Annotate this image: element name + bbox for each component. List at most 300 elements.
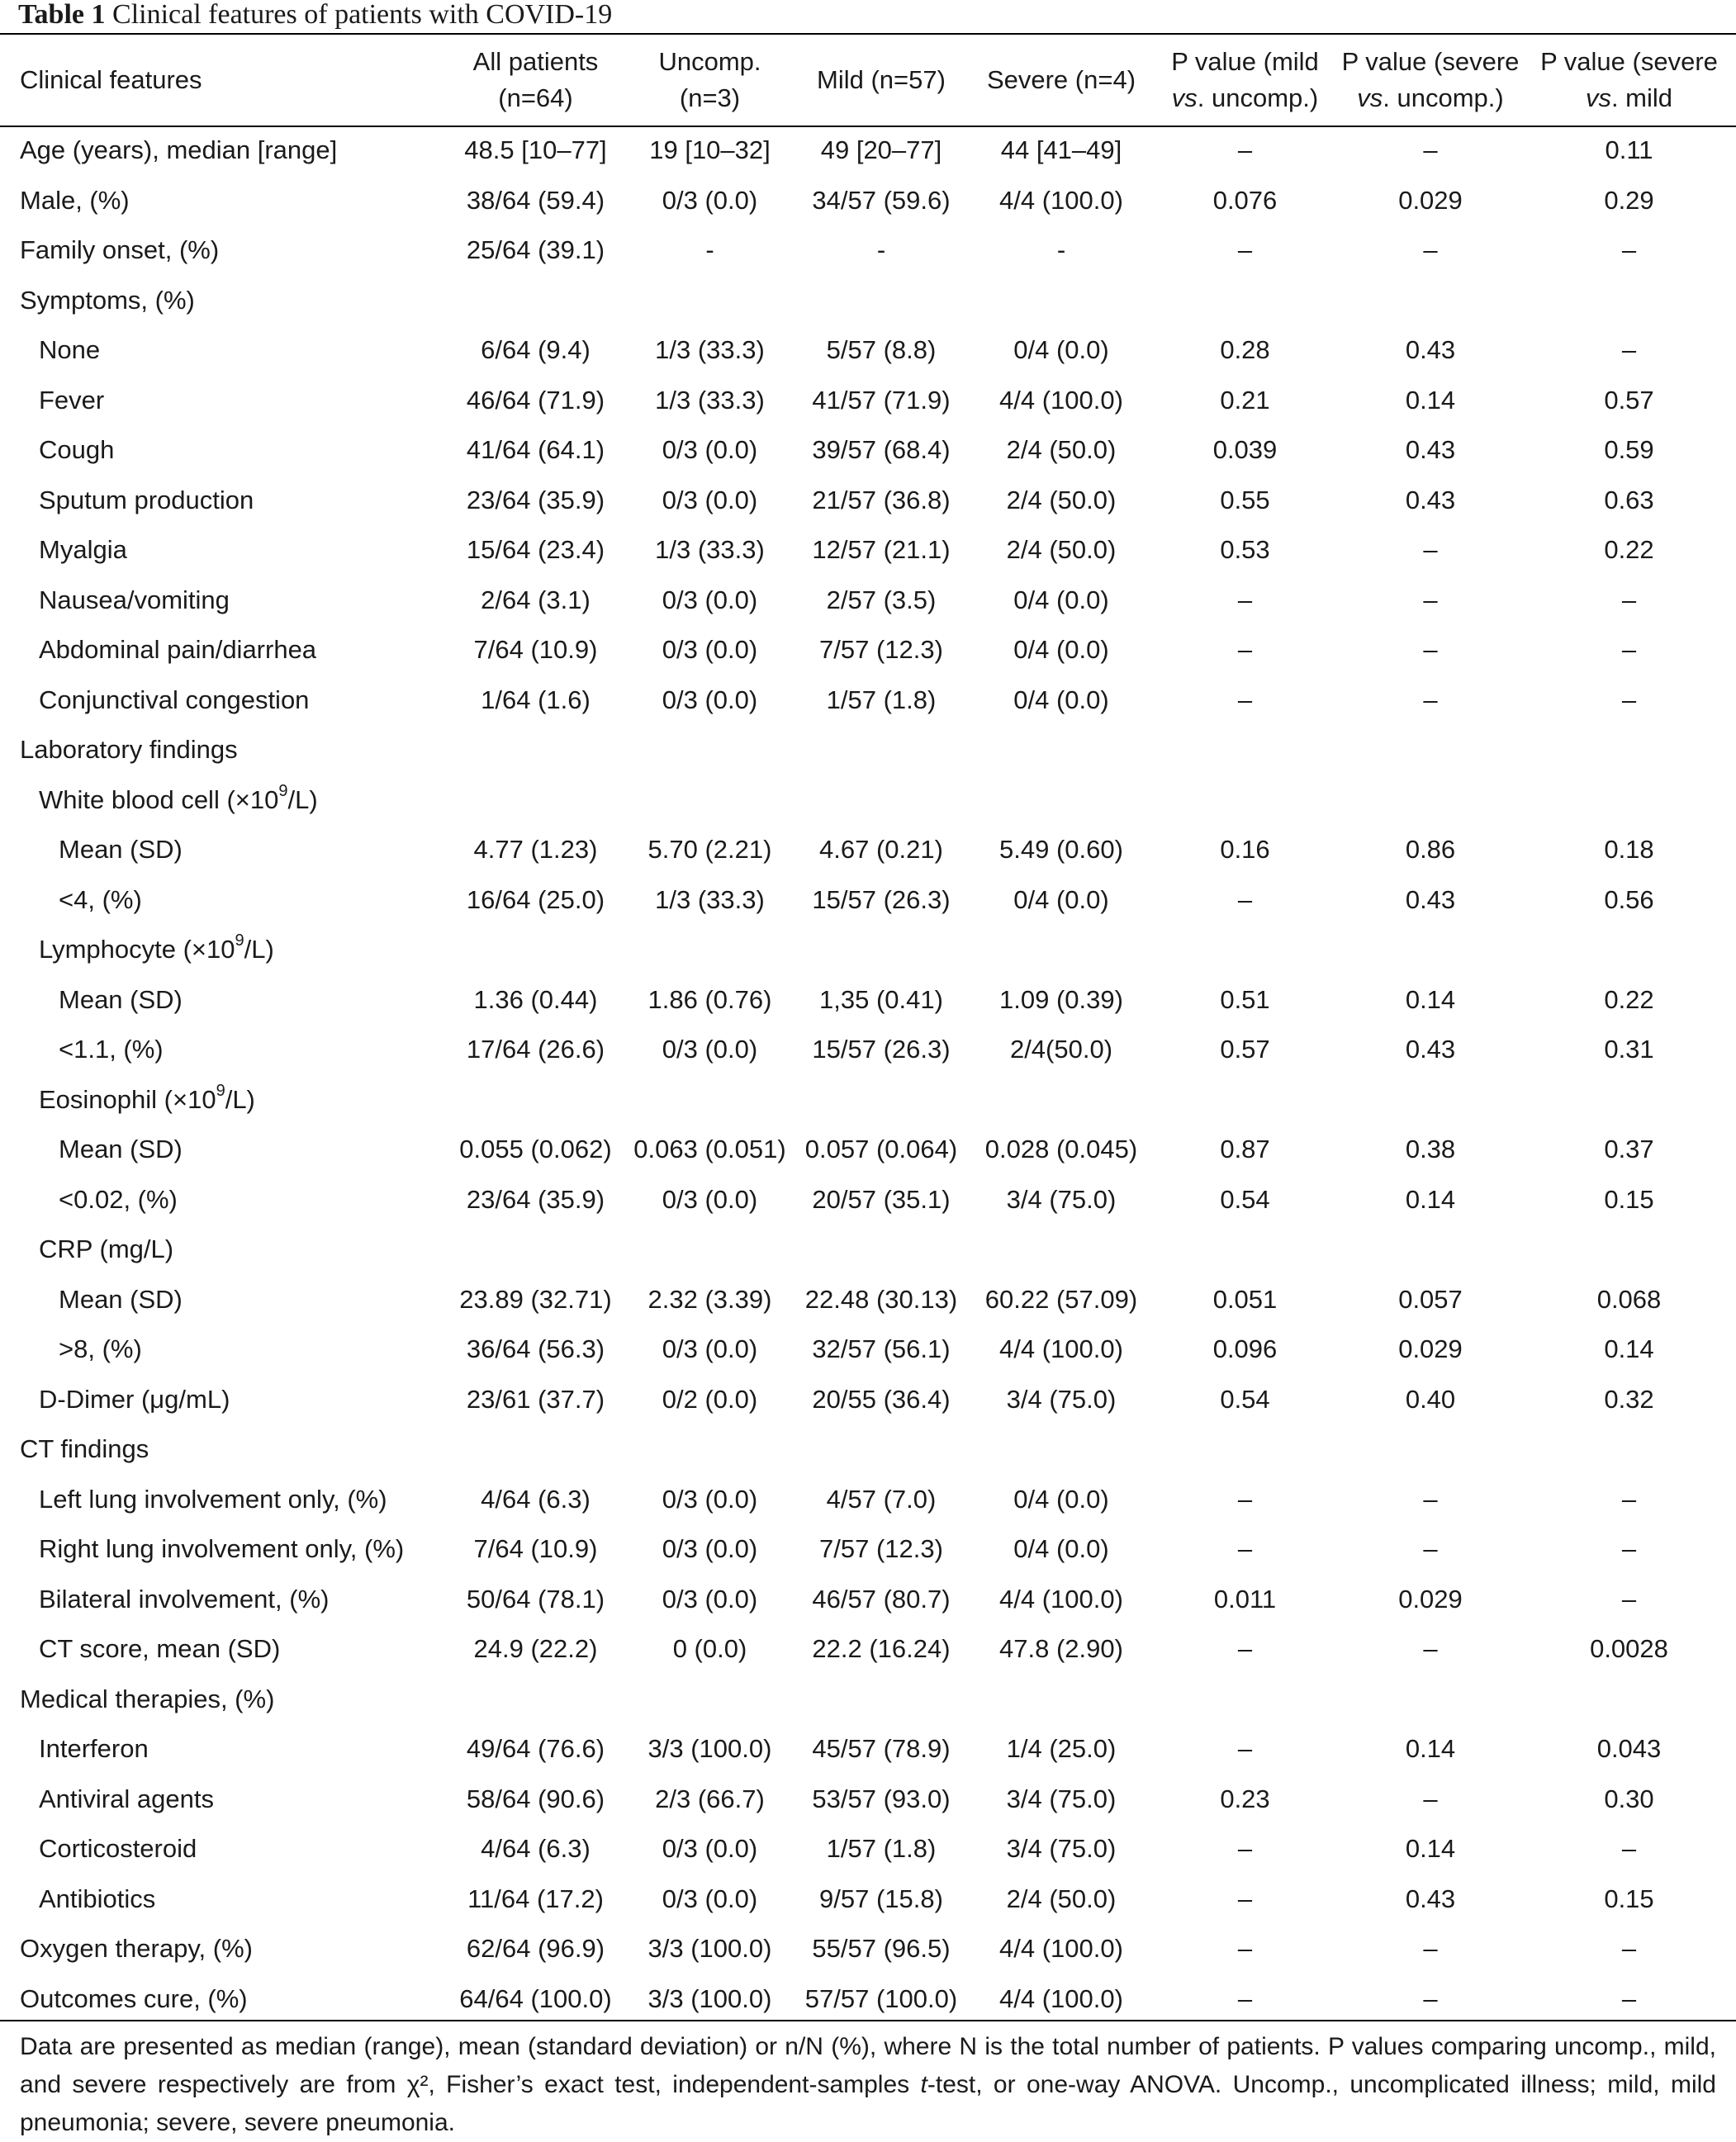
cell-p-severe-vs-mild: 0.18	[1604, 835, 1654, 865]
cell-all-patients: 1/64 (1.6)	[481, 685, 591, 714]
cell-p-mild-vs-uncomp: 0.87	[1220, 1135, 1270, 1164]
cell-all-patients: 41/64 (64.1)	[466, 435, 605, 465]
cell-severe: 3/4 (75.0)	[1006, 1834, 1117, 1864]
cell-p-severe-vs-mild: 0.30	[1604, 1784, 1654, 1813]
cell-mild: 15/57 (26.3)	[812, 1035, 951, 1064]
cell-p-severe-vs-mild: 0.14	[1604, 1334, 1654, 1364]
row-label: >8, (%)	[59, 1334, 142, 1364]
cell-p-severe-vs-uncomp: –	[1423, 1983, 1438, 2013]
cell-severe: 3/4 (75.0)	[1006, 1184, 1117, 1214]
cell-uncomp: 1/3 (33.3)	[655, 884, 765, 914]
cell-uncomp	[628, 725, 791, 775]
cell-p-mild-vs-uncomp: 0.54	[1220, 1384, 1270, 1414]
cell-severe	[971, 775, 1151, 826]
cell-severe: 3/4 (75.0)	[1006, 1784, 1117, 1813]
cell-uncomp: 0/3 (0.0)	[662, 185, 758, 215]
cell-p-mild-vs-uncomp: 0.21	[1220, 385, 1270, 415]
cell-p-mild-vs-uncomp: –	[1237, 1734, 1253, 1764]
row-label: Symptoms, (%)	[20, 285, 195, 315]
table-caption-label: Table 1	[18, 0, 106, 30]
cell-mild	[791, 1424, 971, 1475]
table-header-row	[0, 35, 1736, 126]
cell-p-severe-vs-mild: –	[1621, 235, 1637, 265]
cell-uncomp	[628, 925, 791, 975]
table-row	[0, 276, 1736, 326]
cell-p-severe-vs-uncomp: 0.43	[1405, 335, 1456, 365]
cell-p-mild-vs-uncomp: 0.51	[1220, 984, 1270, 1014]
cell-mild: 49 [20–77]	[820, 135, 942, 165]
cell-mild	[791, 775, 971, 826]
table-caption-text: Clinical features of patients with COVID-19	[112, 0, 613, 30]
cell-uncomp: 0/3 (0.0)	[662, 1484, 758, 1514]
table-row	[0, 825, 1736, 875]
cell-mild: 9/57 (15.8)	[819, 1884, 943, 1913]
cell-severe: 3/4 (75.0)	[1006, 1384, 1117, 1414]
table-row	[0, 126, 1736, 176]
table-row	[0, 1524, 1736, 1575]
cell-all-patients: 23.89 (32.71)	[459, 1284, 612, 1314]
cell-p-severe-vs-uncomp: 0.14	[1405, 1734, 1456, 1764]
row-label: <0.02, (%)	[59, 1184, 178, 1214]
header-clinical-features: Clinical features	[20, 65, 202, 94]
table-row	[0, 476, 1736, 526]
cell-mild: 1,35 (0.41)	[819, 984, 943, 1014]
row-label: Eosinophil $(\times 10^9/L)$	[39, 1081, 255, 1114]
header-p-severe-vs-mild: P value (severe vs. mild	[1540, 47, 1718, 112]
row-label: Cough	[39, 435, 115, 465]
cell-p-severe-vs-mild: 0.63	[1604, 485, 1654, 514]
cell-p-severe-vs-mild: 0.15	[1604, 1184, 1654, 1214]
cell-all-patients: 36/64 (56.3)	[466, 1334, 605, 1364]
cell-mild	[791, 725, 971, 775]
cell-severe: 0/4 (0.0)	[1013, 635, 1109, 665]
cell-all-patients: 64/64 (100.0)	[459, 1983, 612, 2013]
table-row	[0, 576, 1736, 626]
cell-p-severe-vs-mild: –	[1621, 685, 1637, 714]
row-label: Laboratory findings	[20, 735, 238, 765]
cell-p-severe-vs-uncomp: 0.43	[1405, 1884, 1456, 1913]
cell-p-severe-vs-uncomp: –	[1423, 1634, 1438, 1664]
cell-uncomp: 1/3 (33.3)	[655, 335, 765, 365]
cell-uncomp: 5.70 (2.21)	[647, 835, 772, 865]
table-row	[0, 325, 1736, 376]
cell-mild: 22.48 (30.13)	[804, 1284, 958, 1314]
cell-mild	[791, 1675, 971, 1725]
cell-uncomp: 0/3 (0.0)	[662, 1184, 758, 1214]
cell-p-severe-vs-mild	[1522, 1424, 1736, 1475]
cell-p-severe-vs-uncomp: 0.43	[1405, 884, 1456, 914]
cell-uncomp: 3/3 (100.0)	[647, 1934, 772, 1964]
cell-p-severe-vs-uncomp: –	[1423, 685, 1438, 714]
table-row	[0, 1175, 1736, 1225]
cell-all-patients: 23/61 (37.7)	[466, 1384, 605, 1414]
cell-all-patients: 25/64 (39.1)	[466, 235, 605, 265]
table-row	[0, 1675, 1736, 1725]
cell-p-mild-vs-uncomp: 0.55	[1220, 485, 1270, 514]
row-label: Bilateral involvement, (%)	[39, 1584, 330, 1614]
cell-p-severe-vs-mild: –	[1621, 335, 1637, 365]
cell-p-severe-vs-uncomp	[1339, 1075, 1522, 1125]
cell-uncomp: 0/3 (0.0)	[662, 635, 758, 665]
cell-p-mild-vs-uncomp: –	[1237, 635, 1253, 665]
row-label: Family onset, (%)	[20, 235, 220, 265]
cell-p-mild-vs-uncomp	[1151, 925, 1339, 975]
table-row	[0, 725, 1736, 775]
cell-p-severe-vs-mild: 0.043	[1596, 1734, 1662, 1764]
cell-uncomp	[628, 1675, 791, 1725]
cell-all-patients: 48.5 [10–77]	[464, 135, 607, 165]
cell-severe: 0.028 (0.045)	[984, 1135, 1138, 1164]
cell-all-patients: 6/64 (9.4)	[481, 335, 591, 365]
table-row	[0, 1025, 1736, 1075]
table-row	[0, 1325, 1736, 1375]
cell-p-severe-vs-mild: 0.11	[1605, 135, 1653, 165]
cell-p-severe-vs-mild: –	[1621, 1834, 1637, 1864]
table-row	[0, 1575, 1736, 1625]
cell-all-patients	[443, 925, 628, 975]
cell-p-severe-vs-uncomp: –	[1423, 1784, 1438, 1813]
cell-uncomp: -	[705, 235, 714, 265]
cell-all-patients: 1.36 (0.44)	[473, 984, 598, 1014]
cell-uncomp: 0/3 (0.0)	[662, 1834, 758, 1864]
cell-uncomp	[628, 1424, 791, 1475]
table-row	[0, 1424, 1736, 1475]
cell-p-severe-vs-uncomp: 0.40	[1405, 1384, 1456, 1414]
cell-mild: 55/57 (96.5)	[812, 1934, 951, 1964]
cell-mild: 1/57 (1.8)	[826, 1834, 937, 1864]
cell-p-severe-vs-mild: 0.15	[1604, 1884, 1654, 1913]
cell-severe: 0/4 (0.0)	[1013, 685, 1109, 714]
row-label: Age (years), median [range]	[20, 135, 338, 165]
cell-p-severe-vs-mild: 0.57	[1604, 385, 1654, 415]
cell-p-mild-vs-uncomp: –	[1237, 1934, 1253, 1964]
cell-mild: 4/57 (7.0)	[826, 1484, 937, 1514]
cell-severe: 60.22 (57.09)	[984, 1284, 1138, 1314]
cell-uncomp	[628, 775, 791, 826]
cell-all-patients: 17/64 (26.6)	[466, 1035, 605, 1064]
cell-all-patients	[443, 1225, 628, 1275]
cell-mild: 20/55 (36.4)	[812, 1384, 951, 1414]
cell-all-patients	[443, 775, 628, 826]
cell-mild: 15/57 (26.3)	[812, 884, 951, 914]
cell-p-severe-vs-mild: 0.31	[1604, 1035, 1654, 1064]
cell-mild: 32/57 (56.1)	[812, 1334, 951, 1364]
table-row	[0, 1475, 1736, 1525]
cell-mild: 12/57 (21.1)	[812, 535, 951, 565]
cell-severe: 2/4(50.0)	[1009, 1035, 1113, 1064]
cell-severe	[971, 1225, 1151, 1275]
cell-p-severe-vs-uncomp	[1339, 1675, 1522, 1725]
cell-p-mild-vs-uncomp: –	[1237, 884, 1253, 914]
cell-p-severe-vs-mild: 0.32	[1604, 1384, 1654, 1414]
cell-uncomp: 0.063 (0.051)	[633, 1135, 786, 1164]
cell-p-mild-vs-uncomp: –	[1237, 1834, 1253, 1864]
cell-mild: 39/57 (68.4)	[812, 435, 951, 465]
cell-p-mild-vs-uncomp	[1151, 775, 1339, 826]
table-row	[0, 1075, 1736, 1125]
table-row	[0, 376, 1736, 426]
cell-p-severe-vs-uncomp: –	[1423, 1484, 1438, 1514]
cell-p-severe-vs-mild: 0.22	[1604, 535, 1654, 565]
cell-severe: 0/4 (0.0)	[1013, 1484, 1109, 1514]
table-row	[0, 1775, 1736, 1825]
cell-p-severe-vs-mild: 0.37	[1604, 1135, 1654, 1164]
table-row	[0, 525, 1736, 576]
cell-severe	[971, 276, 1151, 326]
cell-mild	[791, 925, 971, 975]
cell-p-mild-vs-uncomp	[1151, 725, 1339, 775]
cell-uncomp: 1/3 (33.3)	[655, 385, 765, 415]
cell-severe: 5.49 (0.60)	[999, 835, 1123, 865]
row-label: Left lung involvement only, (%)	[39, 1484, 387, 1514]
cell-p-severe-vs-mild	[1522, 725, 1736, 775]
cell-all-patients: 62/64 (96.9)	[466, 1934, 605, 1964]
cell-severe: 0/4 (0.0)	[1013, 1534, 1109, 1564]
cell-p-mild-vs-uncomp: 0.57	[1220, 1035, 1270, 1064]
cell-p-mild-vs-uncomp: –	[1237, 685, 1253, 714]
cell-all-patients: 11/64 (17.2)	[467, 1884, 604, 1913]
table-row	[0, 1874, 1736, 1925]
cell-uncomp: 0/3 (0.0)	[662, 1334, 758, 1364]
cell-uncomp: 3/3 (100.0)	[647, 1734, 772, 1764]
cell-p-severe-vs-uncomp: 0.14	[1405, 1834, 1456, 1864]
cell-all-patients	[443, 725, 628, 775]
cell-p-severe-vs-uncomp: –	[1423, 1534, 1438, 1564]
cell-p-severe-vs-mild: –	[1621, 1584, 1637, 1614]
table-row	[0, 675, 1736, 726]
cell-mild: 22.2 (16.24)	[812, 1634, 951, 1664]
cell-all-patients	[443, 1075, 628, 1125]
cell-severe: 47.8 (2.90)	[999, 1634, 1123, 1664]
cell-all-patients	[443, 276, 628, 326]
cell-mild: 21/57 (36.8)	[812, 485, 951, 514]
cell-uncomp: 2.32 (3.39)	[647, 1284, 772, 1314]
cell-uncomp: 1.86 (0.76)	[647, 984, 772, 1014]
row-label: Oxygen therapy, (%)	[20, 1934, 253, 1964]
cell-uncomp: 0/3 (0.0)	[662, 685, 758, 714]
cell-p-mild-vs-uncomp: –	[1237, 235, 1253, 265]
cell-mild	[791, 276, 971, 326]
cell-severe: 4/4 (100.0)	[999, 1334, 1123, 1364]
row-label: Abdominal pain/diarrhea	[39, 635, 317, 665]
cell-all-patients: 4.77 (1.23)	[473, 835, 598, 865]
cell-p-mild-vs-uncomp: 0.011	[1213, 1584, 1277, 1614]
cell-mild: -	[876, 235, 886, 265]
cell-p-severe-vs-mild: –	[1621, 1484, 1637, 1514]
cell-severe	[971, 1675, 1151, 1725]
table-caption	[18, 0, 612, 30]
cell-severe: 4/4 (100.0)	[999, 385, 1123, 415]
cell-all-patients: 4/64 (6.3)	[481, 1834, 591, 1864]
table-row	[0, 925, 1736, 975]
cell-severe	[971, 925, 1151, 975]
cell-all-patients: 23/64 (35.9)	[466, 1184, 605, 1214]
cell-p-mild-vs-uncomp: –	[1237, 1884, 1253, 1913]
cell-all-patients: 2/64 (3.1)	[481, 585, 591, 614]
cell-mild: 7/57 (12.3)	[819, 1534, 943, 1564]
row-label: Mean (SD)	[59, 984, 183, 1014]
row-label: Medical therapies, (%)	[20, 1684, 275, 1713]
cell-severe	[971, 725, 1151, 775]
cell-p-severe-vs-uncomp: –	[1423, 1934, 1438, 1964]
cell-uncomp: 0/3 (0.0)	[662, 435, 758, 465]
table-row	[0, 1375, 1736, 1425]
cell-uncomp: 0/3 (0.0)	[662, 1534, 758, 1564]
cell-p-mild-vs-uncomp: 0.28	[1220, 335, 1270, 365]
cell-p-mild-vs-uncomp: –	[1237, 1634, 1253, 1664]
cell-p-severe-vs-mild	[1522, 276, 1736, 326]
row-label: D-Dimer (μg/mL)	[39, 1384, 230, 1414]
cell-p-severe-vs-mild: –	[1621, 1934, 1637, 1964]
row-label: Antiviral agents	[39, 1784, 214, 1813]
cell-uncomp: 0/3 (0.0)	[662, 1035, 758, 1064]
cell-p-mild-vs-uncomp: –	[1237, 1534, 1253, 1564]
cell-p-severe-vs-uncomp	[1339, 725, 1522, 775]
cell-severe: 2/4 (50.0)	[1006, 535, 1117, 565]
cell-p-severe-vs-uncomp	[1339, 1225, 1522, 1275]
cell-all-patients: 4/64 (6.3)	[481, 1484, 591, 1514]
cell-p-mild-vs-uncomp: 0.23	[1220, 1784, 1270, 1813]
cell-p-mild-vs-uncomp: 0.16	[1220, 835, 1270, 865]
row-label: Sputum production	[39, 485, 254, 514]
cell-all-patients: 0.055 (0.062)	[459, 1135, 612, 1164]
cell-p-severe-vs-mild: –	[1621, 1983, 1637, 2013]
cell-all-patients: 46/64 (71.9)	[466, 385, 605, 415]
table-row	[0, 975, 1736, 1026]
cell-p-mild-vs-uncomp: 0.096	[1212, 1334, 1278, 1364]
row-label: Myalgia	[39, 535, 127, 565]
table-row	[0, 875, 1736, 926]
cell-severe: 1/4 (25.0)	[1006, 1734, 1117, 1764]
cell-p-severe-vs-mild: 0.0028	[1590, 1634, 1668, 1664]
cell-p-severe-vs-uncomp: 0.029	[1398, 1334, 1463, 1364]
cell-all-patients: 7/64 (10.9)	[473, 635, 598, 665]
table-row	[0, 625, 1736, 675]
cell-mild	[791, 1225, 971, 1275]
cell-uncomp: 2/3 (66.7)	[655, 1784, 765, 1813]
cell-p-severe-vs-uncomp: 0.43	[1405, 1035, 1456, 1064]
cell-p-severe-vs-uncomp: –	[1423, 235, 1438, 265]
cell-p-mild-vs-uncomp: 0.53	[1220, 535, 1270, 565]
cell-mild: 34/57 (59.6)	[812, 185, 951, 215]
table-row	[0, 1624, 1736, 1675]
cell-all-patients: 16/64 (25.0)	[466, 884, 605, 914]
header-p-severe-vs-uncomp: P value (severe vs. uncomp.)	[1341, 47, 1520, 112]
table-body	[0, 126, 1736, 2024]
cell-p-severe-vs-uncomp: 0.14	[1405, 385, 1456, 415]
row-label: Nausea/vomiting	[39, 585, 230, 614]
cell-severe: 4/4 (100.0)	[999, 185, 1123, 215]
cell-mild: 2/57 (3.5)	[826, 585, 937, 614]
cell-severe: 2/4 (50.0)	[1006, 485, 1117, 514]
cell-p-mild-vs-uncomp: 0.051	[1212, 1284, 1278, 1314]
cell-severe: 0/4 (0.0)	[1013, 884, 1109, 914]
row-label: Fever	[39, 385, 105, 415]
cell-p-severe-vs-uncomp: 0.86	[1405, 835, 1456, 865]
cell-all-patients: 58/64 (90.6)	[466, 1784, 605, 1813]
cell-all-patients: 38/64 (59.4)	[466, 185, 605, 215]
cell-mild: 53/57 (93.0)	[812, 1784, 951, 1813]
cell-p-mild-vs-uncomp: 0.039	[1212, 435, 1278, 465]
cell-p-severe-vs-uncomp: –	[1423, 635, 1438, 665]
row-label: Mean (SD)	[59, 835, 183, 865]
cell-p-severe-vs-mild: 0.22	[1604, 984, 1654, 1014]
cell-p-mild-vs-uncomp: –	[1237, 585, 1253, 614]
cell-severe: 4/4 (100.0)	[999, 1934, 1123, 1964]
cell-severe: 44 [41–49]	[1000, 135, 1122, 165]
table-row	[0, 1225, 1736, 1275]
row-label: Mean (SD)	[59, 1284, 183, 1314]
cell-p-mild-vs-uncomp: –	[1237, 1983, 1253, 2013]
cell-mild: 4.67 (0.21)	[819, 835, 943, 865]
cell-p-severe-vs-uncomp: 0.43	[1405, 435, 1456, 465]
cell-p-severe-vs-mild	[1522, 1225, 1736, 1275]
cell-uncomp: 0 (0.0)	[672, 1634, 747, 1664]
cell-all-patients: 50/64 (78.1)	[466, 1584, 605, 1614]
cell-uncomp: 0/3 (0.0)	[662, 485, 758, 514]
cell-all-patients: 23/64 (35.9)	[466, 485, 605, 514]
cell-uncomp: 0/3 (0.0)	[662, 1884, 758, 1913]
cell-p-mild-vs-uncomp	[1151, 1075, 1339, 1125]
cell-p-mild-vs-uncomp: –	[1237, 135, 1253, 165]
cell-p-severe-vs-uncomp: 0.029	[1398, 1584, 1463, 1614]
cell-mild	[791, 1075, 971, 1125]
cell-p-severe-vs-uncomp: 0.029	[1398, 185, 1463, 215]
row-label: None	[39, 335, 101, 365]
cell-severe: 4/4 (100.0)	[999, 1584, 1123, 1614]
cell-mild: 1/57 (1.8)	[826, 685, 937, 714]
header-uncomp: Uncomp. (n=3)	[658, 47, 761, 112]
table-footnote: Data are presented as median (range), mean (standard deviation) or n/N (%), where N is the total number of patients. P values comparing uncomp., mild, and severe respectively are from χ², Fisher’s exact test, independent-samples t-test, or one-way ANOVA. Uncomp., uncomplicated illness; mild, mild pneumonia; severe, severe pneumonia.	[20, 2033, 1716, 2136]
cell-all-patients: 7/64 (10.9)	[473, 1534, 598, 1564]
row-label: White blood cell $(\times 10^9/L)$	[39, 781, 318, 814]
cell-severe	[971, 1075, 1151, 1125]
table-row	[0, 1275, 1736, 1325]
cell-uncomp	[628, 1225, 791, 1275]
row-label: <1.1, (%)	[59, 1035, 164, 1064]
cell-all-patients: 15/64 (23.4)	[466, 535, 605, 565]
cell-p-severe-vs-uncomp: 0.057	[1398, 1284, 1463, 1314]
cell-all-patients: 49/64 (76.6)	[466, 1734, 605, 1764]
cell-severe: 0/4 (0.0)	[1013, 585, 1109, 614]
row-label: Lymphocyte $(\times 10^9/L)$	[39, 931, 274, 964]
cell-p-severe-vs-mild	[1522, 925, 1736, 975]
table-row	[0, 1924, 1736, 1974]
cell-mild: 0.057 (0.064)	[804, 1135, 958, 1164]
cell-p-mild-vs-uncomp: 0.076	[1212, 185, 1278, 215]
row-label: CT findings	[20, 1434, 149, 1464]
row-label: Mean (SD)	[59, 1135, 183, 1164]
row-label: Interferon	[39, 1734, 149, 1764]
clinical-features-table	[0, 35, 1736, 2024]
cell-p-severe-vs-uncomp: 0.14	[1405, 984, 1456, 1014]
cell-all-patients: 24.9 (22.2)	[473, 1634, 598, 1664]
row-label: Conjunctival congestion	[39, 685, 310, 714]
cell-p-severe-vs-uncomp	[1339, 925, 1522, 975]
table-row	[0, 425, 1736, 476]
table-row	[0, 1125, 1736, 1175]
cell-p-severe-vs-uncomp	[1339, 775, 1522, 826]
header-p-mild-vs-uncomp: P value (mild vs. uncomp.)	[1171, 47, 1319, 112]
cell-severe: 0/4 (0.0)	[1013, 335, 1109, 365]
cell-p-severe-vs-uncomp: –	[1423, 135, 1438, 165]
cell-uncomp: 0/2 (0.0)	[662, 1384, 758, 1414]
cell-mild: 20/57 (35.1)	[812, 1184, 951, 1214]
cell-uncomp	[628, 1075, 791, 1125]
cell-severe	[971, 1424, 1151, 1475]
table-row	[0, 1974, 1736, 2025]
cell-p-severe-vs-mild: 0.56	[1604, 884, 1654, 914]
